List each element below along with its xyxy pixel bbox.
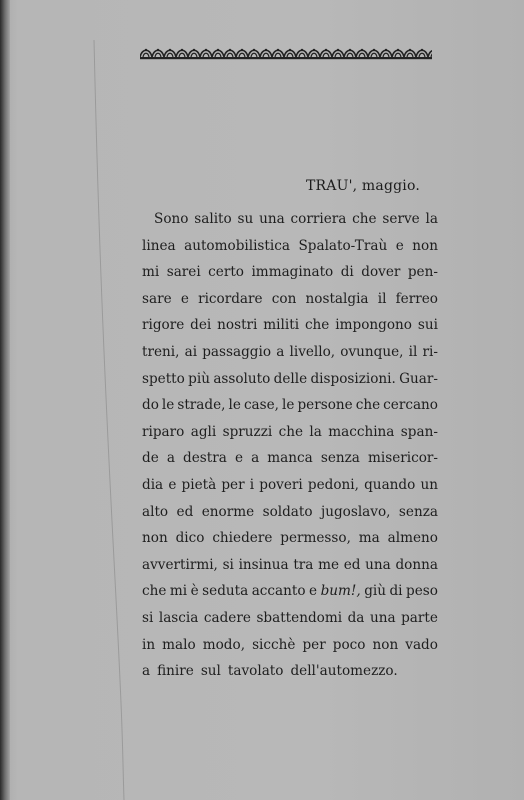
text-word: sui — [417, 317, 438, 334]
text-word: tavolato — [227, 663, 284, 680]
text-line — [142, 392, 438, 419]
text-word: agli — [190, 423, 217, 440]
text-word: e — [234, 450, 243, 467]
text-word: modo, — [202, 636, 246, 653]
book-spine-shadow — [0, 0, 10, 800]
text-word: la — [309, 423, 322, 440]
text-word: destra — [183, 450, 227, 467]
text-word: finire — [157, 663, 194, 680]
text-word: chiedere — [212, 530, 273, 547]
text-word: dia — [142, 476, 164, 493]
text-word: con — [271, 290, 297, 307]
text-word: una — [365, 556, 391, 573]
text-word: ovunque, — [340, 343, 404, 360]
text-line — [142, 445, 438, 472]
text-word: a — [276, 343, 285, 360]
text-word: senza — [320, 450, 360, 467]
text-word: a — [166, 450, 175, 467]
text-word: malo — [162, 636, 196, 653]
text-word: quando — [364, 476, 416, 493]
text-word: poco — [332, 636, 366, 653]
text-word: disposizioni. — [310, 370, 396, 387]
text-word: me — [318, 556, 340, 573]
text-word: in — [142, 636, 156, 653]
text-word: il — [408, 343, 418, 360]
text-word: cercano — [383, 397, 438, 414]
text-line — [142, 233, 438, 260]
text-line — [142, 658, 438, 685]
text-word: seduta — [202, 583, 249, 600]
text-word: automobilistica — [184, 237, 290, 254]
text-line — [142, 419, 438, 446]
text-word: spetto — [142, 370, 185, 387]
text-word: una — [259, 211, 285, 227]
text-word: passaggio — [202, 343, 272, 360]
text-word: rigore — [142, 317, 185, 334]
text-word: che — [355, 397, 381, 414]
text-word: serve — [382, 211, 420, 227]
text-word: si — [142, 609, 154, 626]
text-word: pen- — [407, 264, 438, 281]
text-word: span- — [400, 423, 438, 440]
text-word: certo — [208, 264, 244, 281]
text-word: sul — [200, 663, 221, 680]
text-word: la — [425, 211, 438, 227]
text-word: sare — [142, 290, 172, 307]
text-line — [142, 472, 438, 499]
text-line — [142, 525, 438, 552]
body-paragraph — [142, 206, 438, 685]
text-word: do — [142, 397, 159, 414]
text-word: donna — [395, 556, 438, 573]
text-line — [142, 259, 438, 286]
text-word: parte — [401, 609, 438, 626]
text-line — [142, 312, 438, 339]
text-word: permesso, — [280, 530, 351, 547]
text-word: il — [377, 290, 387, 307]
text-word: non — [412, 237, 438, 254]
text-word: mi — [142, 264, 160, 281]
text-word: dico — [175, 530, 205, 547]
text-word: pietà — [181, 476, 217, 493]
text-word: di — [340, 264, 354, 281]
text-word: delle — [273, 370, 308, 387]
text-word: immaginato — [251, 264, 334, 281]
text-word: jugoslavo, — [321, 503, 391, 520]
text-word: ed — [343, 556, 361, 573]
text-word: corriera — [290, 211, 347, 227]
text-word: più — [188, 370, 210, 387]
text-word: di — [389, 583, 403, 600]
text-word: accanto — [251, 583, 306, 600]
text-word: che — [352, 211, 377, 227]
text-word: le — [282, 397, 295, 414]
text-word: livello, — [289, 343, 336, 360]
text-word: nostalgia — [305, 290, 369, 307]
text-word: si — [222, 556, 234, 573]
text-word: ed — [176, 503, 194, 520]
text-line — [142, 552, 438, 579]
text-word: Sono — [154, 211, 189, 227]
text-word: a — [142, 663, 151, 680]
text-word: che — [278, 423, 304, 440]
text-word: alto — [142, 503, 169, 520]
text-word: per — [302, 636, 326, 653]
text-word: dei — [190, 317, 212, 334]
text-word: le — [161, 397, 175, 414]
text-word: ricordare — [198, 290, 263, 307]
text-word: le — [228, 397, 241, 414]
text-word: e — [180, 290, 189, 307]
text-line — [142, 578, 438, 605]
text-word: è — [190, 583, 199, 600]
dateline: TRAU', maggio. — [306, 178, 420, 194]
text-word: pedoni, — [307, 476, 359, 493]
text-word: impongono — [335, 317, 412, 334]
text-word: che — [142, 583, 167, 600]
text-word: soldato — [262, 503, 313, 520]
text-word: una — [369, 609, 396, 626]
text-line — [142, 286, 438, 313]
header-ornament-border — [140, 44, 432, 60]
text-word: per — [221, 476, 245, 493]
text-word: su — [237, 211, 254, 227]
text-word: dell'automezzo. — [290, 663, 398, 680]
text-word: linea — [142, 237, 176, 254]
text-word: manca — [267, 450, 313, 467]
text-line — [142, 366, 438, 393]
text-word: Guar- — [399, 370, 438, 387]
text-word: cadere — [203, 609, 251, 626]
text-word: de — [142, 450, 159, 467]
text-word: sicchè — [252, 636, 296, 653]
text-word: e — [395, 237, 404, 254]
text-word: macchina — [328, 423, 395, 440]
text-line — [142, 499, 438, 526]
text-word: non — [372, 636, 399, 653]
text-word: sbattendomi — [256, 609, 343, 626]
text-word: strade, — [177, 397, 226, 414]
text-line — [142, 339, 438, 366]
text-word: case, — [243, 397, 279, 414]
text-word: treni, — [142, 343, 180, 360]
text-word: un — [420, 476, 438, 493]
text-word: sarei — [166, 264, 201, 281]
text-word: almeno — [387, 530, 438, 547]
text-line — [142, 605, 438, 632]
text-word: i — [249, 476, 255, 493]
text-word: salito — [194, 211, 232, 227]
text-word: senza — [398, 503, 438, 520]
text-word: riparo — [142, 423, 185, 440]
text-word: non — [142, 530, 168, 547]
page-fold-line — [92, 40, 126, 800]
text-word: e — [168, 476, 177, 493]
text-word: persone — [297, 397, 353, 414]
text-word: da — [347, 609, 365, 626]
text-word: bum!, — [320, 583, 361, 600]
text-word: e — [309, 583, 318, 600]
text-line — [142, 632, 438, 659]
text-word: mi — [169, 583, 188, 600]
text-word: poveri — [259, 476, 303, 493]
text-word: Spalato-Traù — [298, 237, 388, 254]
text-word: ai — [184, 343, 198, 360]
text-word: spruzzi — [222, 423, 273, 440]
text-word: ma — [358, 530, 380, 547]
text-word: ferreo — [395, 290, 438, 307]
text-word: nostri — [217, 317, 258, 334]
text-word: giù — [364, 583, 386, 600]
text-line — [142, 206, 438, 233]
text-word: che — [304, 317, 330, 334]
text-word: lascia — [158, 609, 199, 626]
text-word: enorme — [201, 503, 255, 520]
text-word: insinua — [238, 556, 289, 573]
text-word: tra — [293, 556, 314, 573]
text-word: misericor- — [367, 450, 438, 467]
text-word: a — [251, 450, 260, 467]
text-word: avvertirmi, — [142, 556, 218, 573]
text-word: ri- — [422, 343, 438, 360]
text-word: assoluto — [213, 370, 271, 387]
text-word: vado — [405, 636, 438, 653]
text-word: militi — [263, 317, 300, 334]
text-word: dover — [361, 264, 401, 281]
text-word: peso — [406, 583, 438, 600]
